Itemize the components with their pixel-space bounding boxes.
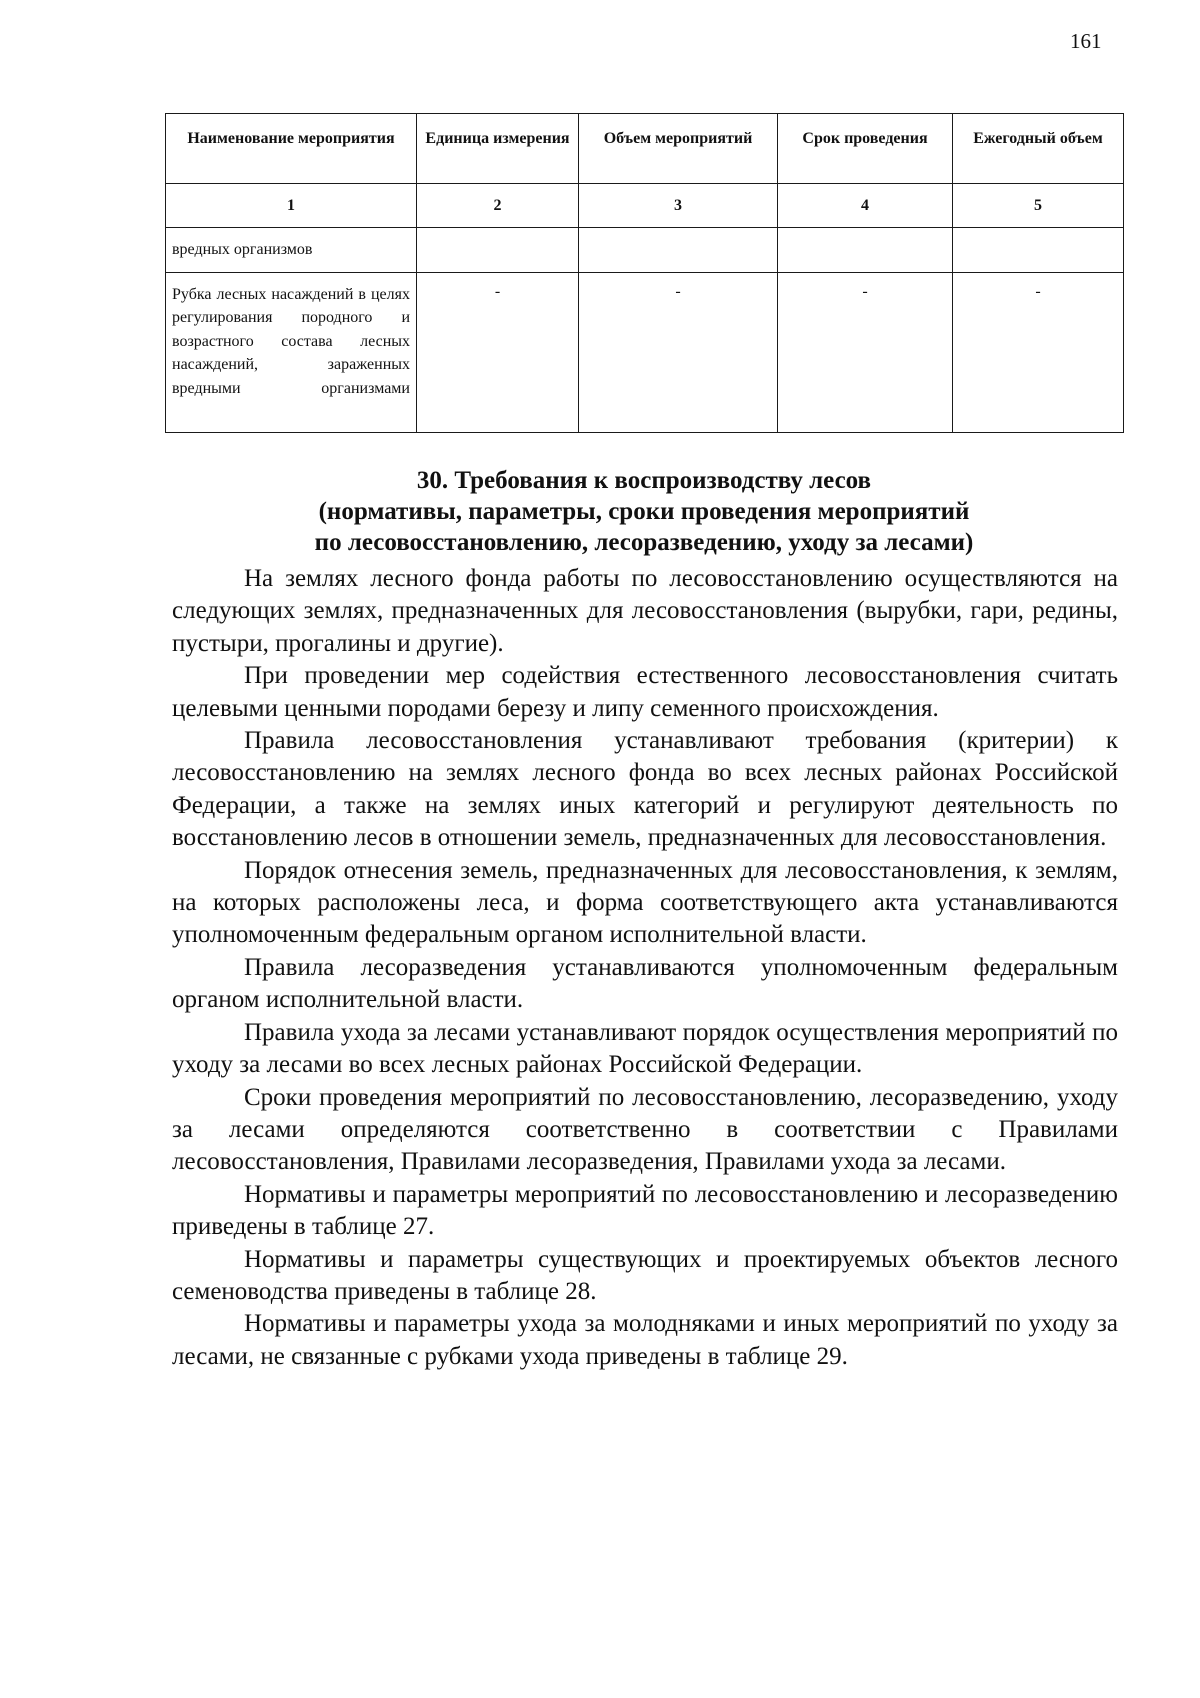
row-value-cell bbox=[778, 228, 953, 273]
paragraph: Нормативы и параметры ухода за молодняками и иных мероприятий по уходу за лесами, не связанные с рубками ухода приведены в таблице 29. bbox=[172, 1310, 1118, 1370]
body-text bbox=[172, 563, 1118, 1373]
header-volume: Объем мероприятий bbox=[579, 114, 778, 184]
section-title bbox=[165, 465, 1123, 558]
column-number: 5 bbox=[953, 184, 1124, 228]
column-number: 3 bbox=[579, 184, 778, 228]
paragraph: Сроки проведения мероприятий по лесовосстановлению, лесоразведению, уходу за лесами определяются соответственно в соответствии с Правилами лесовосстановления, Правилами лесоразведения, Правилами ухода за лесами. bbox=[172, 1083, 1118, 1176]
row-value-cell: - bbox=[417, 273, 579, 433]
section-title-line: по лесовосстановлению, лесоразведению, уходу за лесами) bbox=[314, 529, 974, 556]
table-row bbox=[166, 228, 1124, 273]
column-number: 1 bbox=[166, 184, 417, 228]
row-value-cell bbox=[579, 228, 778, 273]
table-row bbox=[166, 273, 1124, 433]
paragraph: Правила лесоразведения устанавливаются уполномоченным федеральным органом исполнительной власти. bbox=[172, 953, 1118, 1014]
page-number: 161 bbox=[1070, 29, 1102, 53]
table-column-numbers-row bbox=[166, 184, 1124, 228]
paragraph: Нормативы и параметры мероприятий по лесовосстановлению и лесоразведению приведены в таблице 27. bbox=[172, 1180, 1118, 1241]
paragraph: Нормативы и параметры существующих и проектируемых объектов лесного семеноводства приведены в таблице 28. bbox=[172, 1245, 1118, 1305]
paragraph: Правила лесовосстановления устанавливают требования (критерии) к лесовосстановлению на землях лесного фонда во всех лесных районах Российской Федерации, а также на землях иных категорий и регулируют деятельность по восстановлению лесов в отношении земель, предназначенных для лесовосстановления. bbox=[172, 727, 1118, 852]
header-annual: Ежегодный объем bbox=[953, 114, 1124, 184]
column-number: 4 bbox=[778, 184, 953, 228]
paragraph: На землях лесного фонда работы по лесовосстановлению осуществляются на следующих землях, предназначенных для лесовосстановления (вырубки, гари, редины, пустыри, прогалины и другие). bbox=[172, 565, 1118, 657]
paragraph: Правила ухода за лесами устанавливают порядок осуществления мероприятий по уходу за лесами во всех лесных районах Российской Федерации. bbox=[172, 1018, 1118, 1079]
row-value-cell bbox=[953, 228, 1124, 273]
row-value-cell: - bbox=[579, 273, 778, 433]
section-title-line: 30. Требования к воспроизводству лесов bbox=[416, 467, 872, 494]
measures-table bbox=[165, 113, 1124, 433]
paragraph: Порядок отнесения земель, предназначенных для лесовосстановления, к землям, на которых расположены леса, и форма соответствующего акта устанавливаются уполномоченным федеральным органом исполнительной власти. bbox=[172, 856, 1118, 949]
row-value-cell: - bbox=[953, 273, 1124, 433]
row-value-cell: - bbox=[778, 273, 953, 433]
row-value-cell bbox=[417, 228, 579, 273]
row-name-cell: вредных организмов bbox=[166, 228, 417, 273]
column-number: 2 bbox=[417, 184, 579, 228]
header-period: Срок проведения bbox=[778, 114, 953, 184]
section-title-line: (нормативы, параметры, сроки проведения мероприятий bbox=[318, 498, 970, 525]
header-unit: Единица измерения bbox=[417, 114, 579, 184]
paragraph: При проведении мер содействия естественного лесовосстановления считать целевыми ценными породами березу и липу семенного происхождения. bbox=[172, 662, 1118, 722]
table-header-row bbox=[166, 114, 1124, 184]
row-name-cell: Рубка лесных насаждений в целях регулирования породного и возрастного состава лесных насаждений, зараженных вредными организмами bbox=[166, 273, 417, 433]
header-name: Наименование мероприятия bbox=[166, 114, 417, 184]
